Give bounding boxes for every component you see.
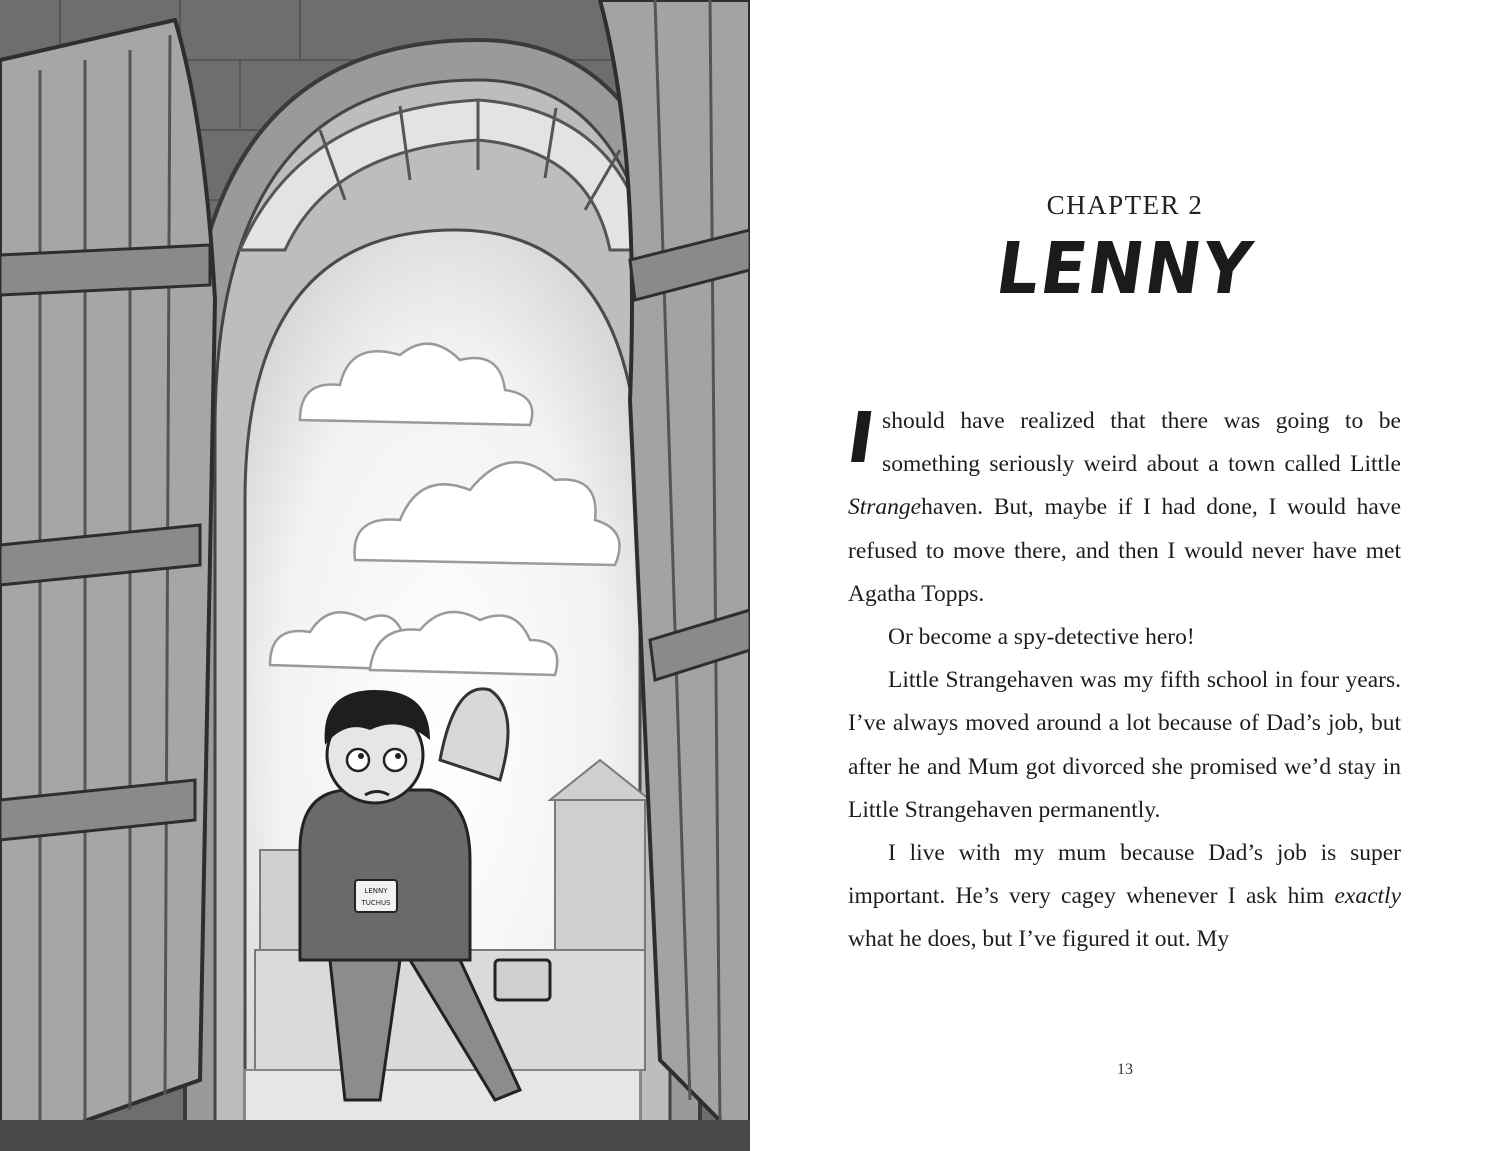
name-badge-text: LENNY [364,887,388,895]
page-number: 13 [1117,1061,1133,1078]
floor [0,1120,750,1151]
drop-cap: I [842,397,880,479]
paragraph-3: Little Strangehaven was my fifth school in four years. I’ve always moved around a lot because of Dad’s job, but after he and Mum got divorced she promised we’d stay in Little Strangehaven permanently. [848,667,1401,823]
left-door [0,20,215,1151]
body-text [842,397,1401,962]
text-page [750,0,1500,1151]
lunch-box [495,960,550,1000]
chapter-title: LENNY [991,226,1259,311]
paragraph-4: I live with my mum because Dad’s job is super important. He’s very cagey whenever I ask him exactly what he does, but I’ve figured it out. My [848,840,1401,953]
chapter-label: CHAPTER 2 [1046,190,1204,220]
left-eye [347,749,369,771]
name-badge [355,880,397,912]
svg-text:TUCHUS: TUCHUS [361,899,391,907]
paragraph-1: Ishould have realized that there was going to be something seriously weird about a town called Little Strangehaven. But, maybe if I had done, I would have refused to move there, and then I would never have met Agatha Topps. [842,397,1401,607]
paragraph-2: Or become a spy-detective hero! [888,624,1195,651]
right-eye [384,749,406,771]
puffer-jacket [300,790,470,960]
